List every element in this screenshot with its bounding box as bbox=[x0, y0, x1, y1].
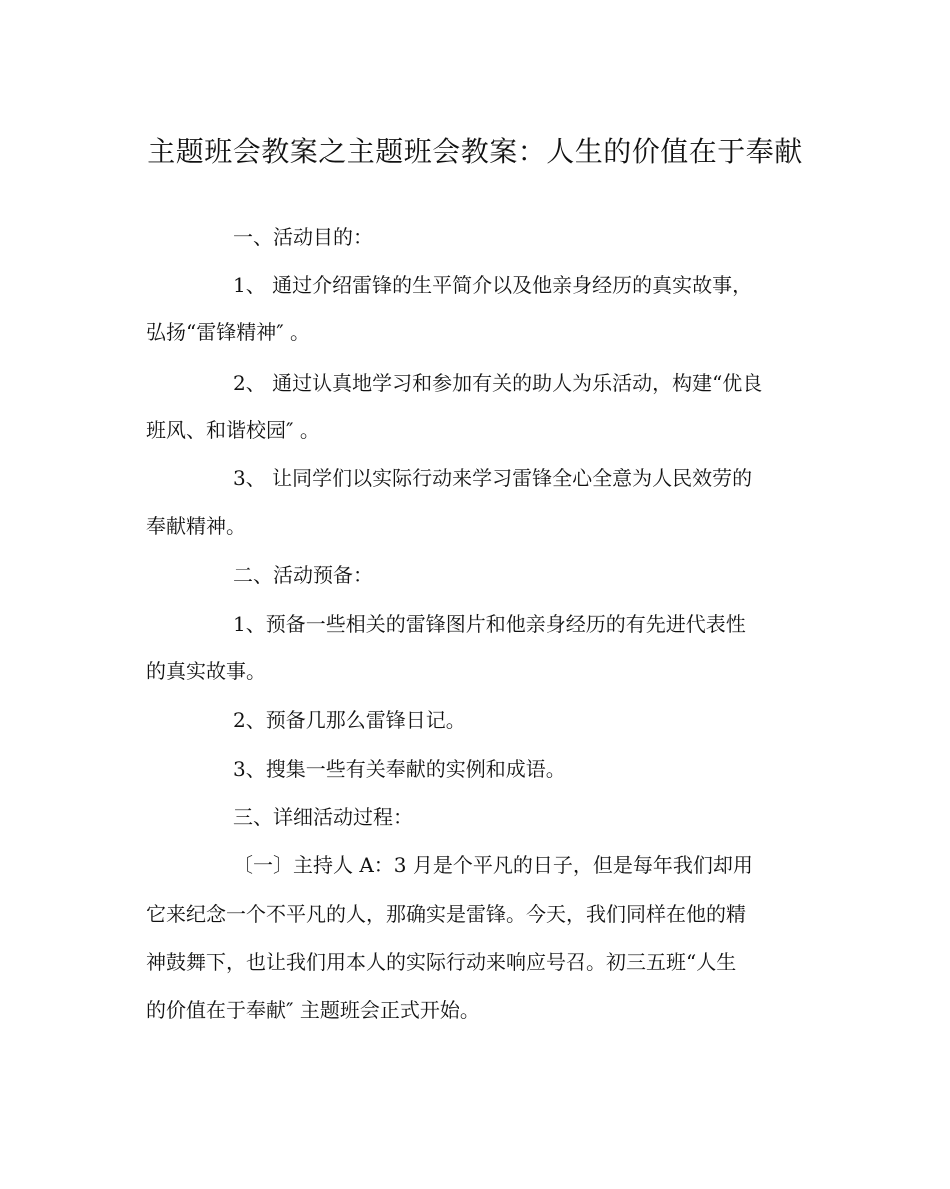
paragraph-line: 的真实故事。 bbox=[146, 659, 266, 683]
paragraph-line: 弘扬“雷锋精神″ 。 bbox=[146, 320, 311, 344]
section-heading-preparation: 二、活动预备： bbox=[233, 563, 373, 587]
paragraph-line: 奉献精神。 bbox=[146, 514, 246, 538]
section-heading-process: 三、详细活动过程： bbox=[233, 805, 413, 829]
section-heading-objectives: 一、活动目的： bbox=[233, 225, 373, 249]
document-title: 主题班会教案之主题班会教案：人生的价值在于奉献 bbox=[147, 135, 803, 168]
paragraph-line: 〔一〕主持人 A：3 月是个平凡的日子，但是每年我们却用 bbox=[233, 853, 753, 877]
paragraph-line: 的价值在于奉献″ 主题班会正式开始。 bbox=[146, 998, 480, 1022]
paragraph-line: 3、 让同学们以实际行动来学习雷锋全心全意为人民效劳的 bbox=[233, 466, 753, 490]
paragraph-line: 2、预备几那么雷锋日记。 bbox=[233, 708, 466, 732]
paragraph-line: 3、搜集一些有关奉献的实例和成语。 bbox=[233, 757, 566, 781]
paragraph-line: 它来纪念一个不平凡的人，那确实是雷锋。今天，我们同样在他的精 bbox=[146, 902, 746, 926]
paragraph-line: 1、 通过介绍雷锋的生平简介以及他亲身经历的真实故事， bbox=[233, 273, 753, 297]
paragraph-line: 1、预备一些相关的雷锋图片和他亲身经历的有先进代表性 bbox=[233, 612, 746, 636]
paragraph-line: 神鼓舞下，也让我们用本人的实际行动来响应号召。初三五班“人生 bbox=[146, 950, 737, 974]
paragraph-line: 班风、和谐校园″ 。 bbox=[146, 418, 320, 442]
paragraph-line: 2、 通过认真地学习和参加有关的助人为乐活动，构建“优良 bbox=[233, 371, 763, 395]
